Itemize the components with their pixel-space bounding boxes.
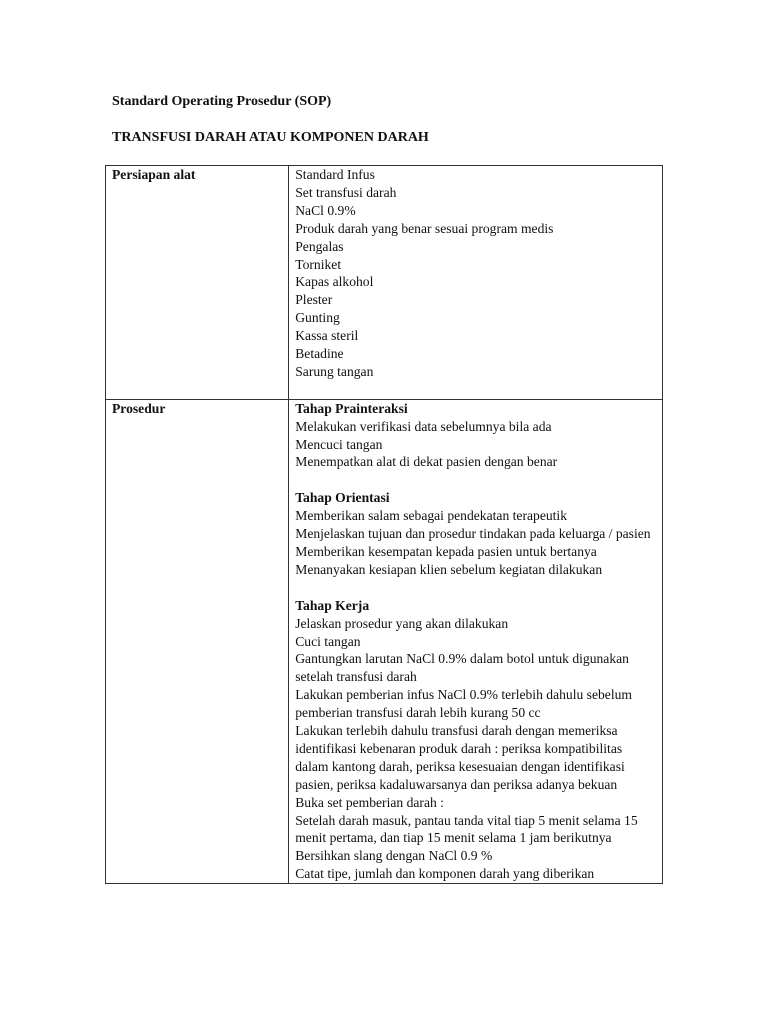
list-item: Kapas alkohol <box>295 274 374 290</box>
stage-title-prainteraksi: Tahap Prainteraksi <box>295 400 408 416</box>
list-item: Standard Infus <box>295 167 375 182</box>
list-item: Lakukan terlebih dahulu transfusi darah dengan memeriksa identifikasi kebenaran produk darah : periksa kompatibilitas dalam kantong darah, periksa kesesuaian dengan identifikasi pasien, periksa kadaluwarsanya dan periksa adanya bekuan <box>295 723 625 792</box>
list-item: Melakukan verifikasi data sebelumnya bila ada <box>295 418 552 434</box>
list-item: Sarung tangan <box>295 363 374 379</box>
persiapan-list <box>289 166 663 400</box>
document-subtitle: TRANSFUSI DARAH ATAU KOMPONEN DARAH <box>112 130 429 145</box>
list-item: Gantungkan larutan NaCl 0.9% dalam botol untuk digunakan setelah transfusi darah <box>295 651 629 685</box>
list-item: Lakukan pemberian infus NaCl 0.9% terlebih dahulu sebelum pemberian transfusi darah lebih kurang 50 cc <box>295 687 632 721</box>
stage-title-orientasi: Tahap Orientasi <box>295 490 390 506</box>
persiapan-row <box>106 166 663 400</box>
list-item: Torniket <box>295 256 342 272</box>
sop-table <box>105 165 663 884</box>
list-item: Plester <box>295 292 333 308</box>
list-item: Memberikan salam sebagai pendekatan terapeutik <box>295 508 567 524</box>
list-item: Kassa steril <box>295 328 359 344</box>
prosedur-row <box>106 399 663 883</box>
list-item: Set transfusi darah <box>295 184 397 200</box>
list-item: Cuci tangan <box>295 633 361 649</box>
list-item: Menjelaskan tujuan dan prosedur tindakan pada keluarga / pasien <box>295 526 651 542</box>
stage-title-kerja: Tahap Kerja <box>295 597 370 613</box>
prosedur-content <box>289 399 663 883</box>
list-item: Buka set pemberian darah : <box>295 794 444 810</box>
list-item: Mencuci tangan <box>295 436 383 452</box>
prosedur-label: Prosedur <box>106 399 289 883</box>
list-item: Memberikan kesempatan kepada pasien untuk bertanya <box>295 544 597 559</box>
list-item: Setelah darah masuk, pantau tanda vital tiap 5 menit selama 15 menit pertama, dan tiap 15 menit selama 1 jam berikutnya <box>295 812 638 846</box>
persiapan-label: Persiapan alat <box>106 166 289 400</box>
list-item: Menempatkan alat di dekat pasien dengan benar <box>295 454 558 470</box>
list-item: Produk darah yang benar sesuai program medis <box>295 220 554 236</box>
list-item: Jelaskan prosedur yang akan dilakukan <box>295 615 509 631</box>
list-item: Bersihkan slang dengan NaCl 0.9 % <box>295 848 493 864</box>
list-item: Catat tipe, jumlah dan komponen darah yang diberikan <box>295 866 595 882</box>
list-item: Pengalas <box>295 238 344 254</box>
list-item: Gunting <box>295 310 340 326</box>
list-item: Menanyakan kesiapan klien sebelum kegiatan dilakukan <box>295 561 603 577</box>
document-title: Standard Operating Prosedur (SOP) <box>112 94 332 109</box>
list-item: Betadine <box>295 346 344 362</box>
list-item: NaCl 0.9% <box>295 202 356 218</box>
